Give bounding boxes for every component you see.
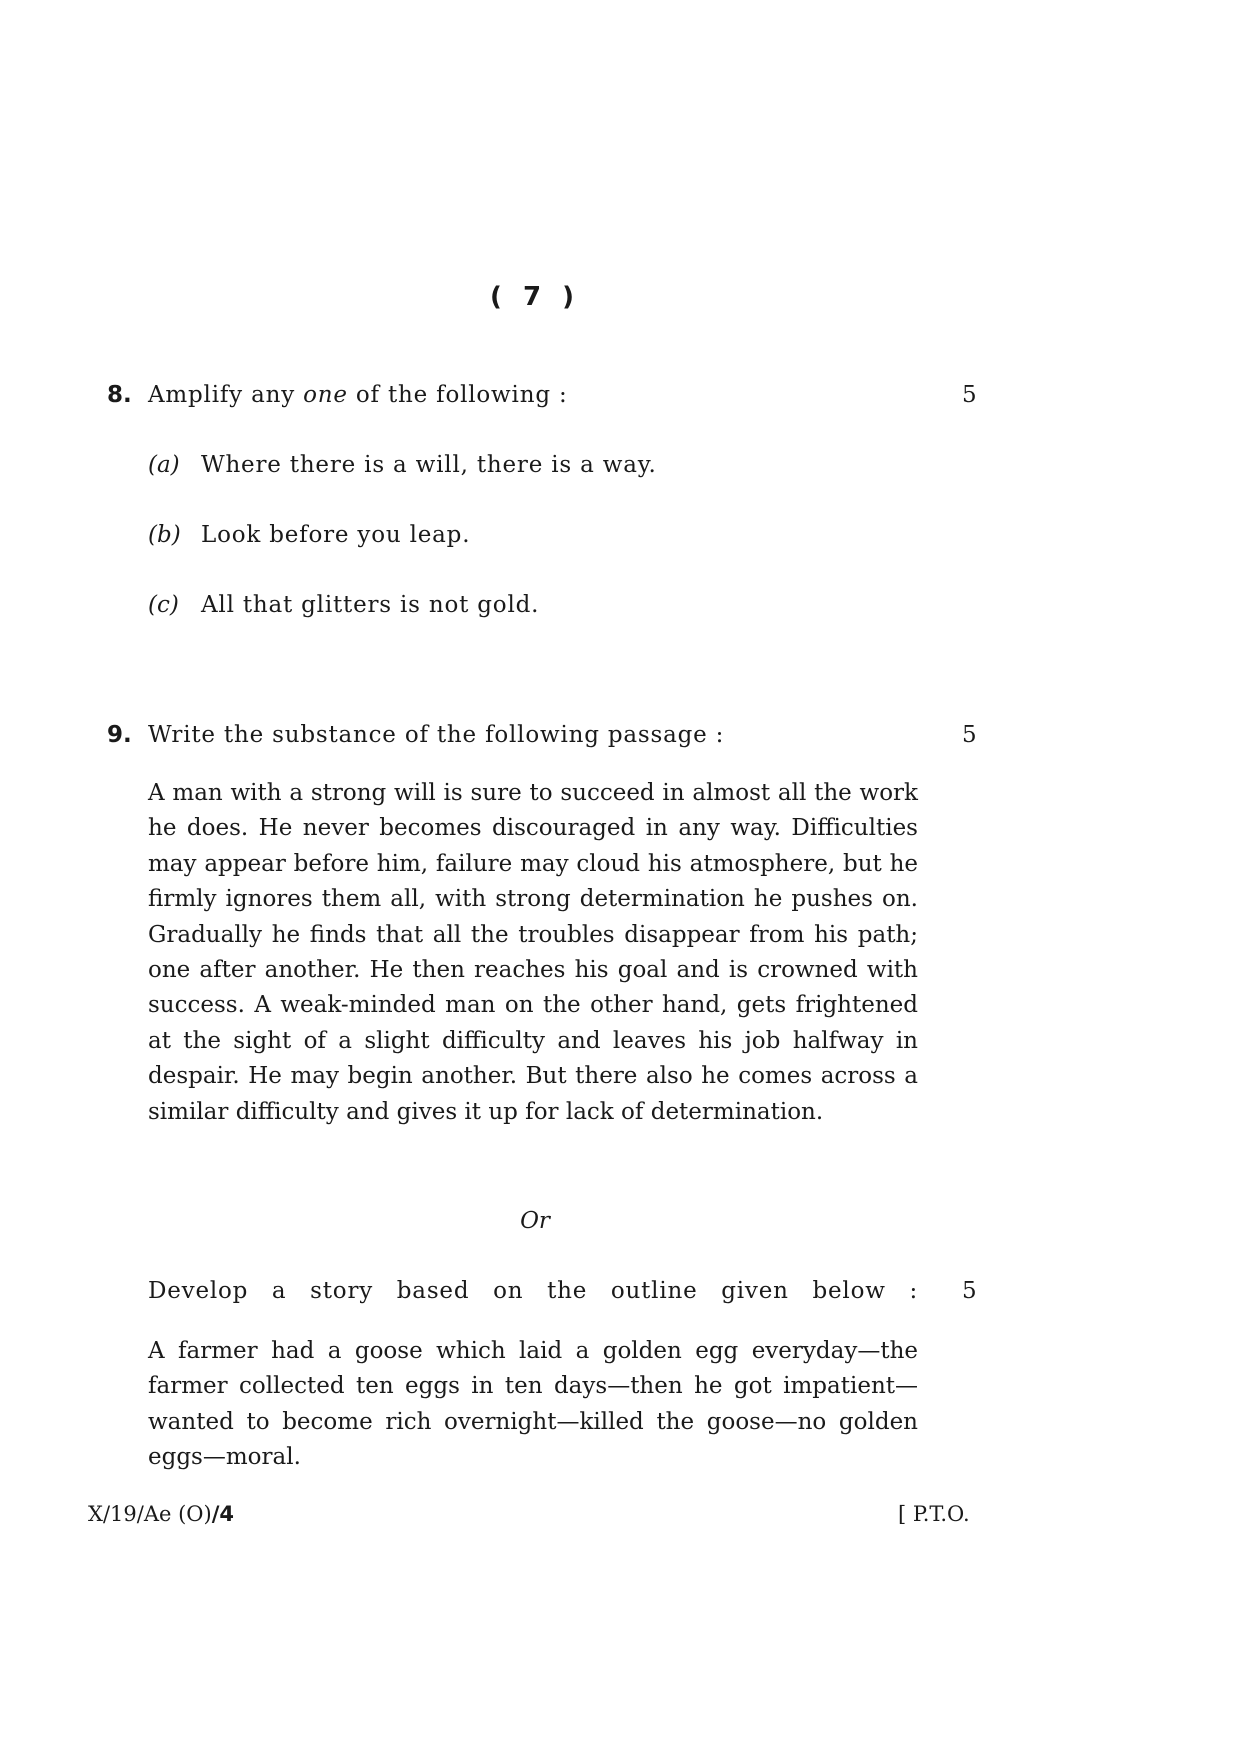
q8-prompt-end: of the following :	[347, 382, 568, 408]
story-marks: 5	[962, 1278, 977, 1304]
story-outline: A farmer had a goose which laid a golden egg everyday—the farmer collected ten eggs in ten days—then he got impatient—wanted to become rich overnight—killed the goose—no golden eggs—moral.	[148, 1338, 918, 1471]
q8-prompt-emphasis: one	[303, 382, 348, 408]
option-a-text: Where there is a will, there is a way.	[201, 452, 657, 478]
passage-text: A man with a strong will is sure to succeed in almost all the work he does. He never becomes discouraged in any way. Difficulties may appear before him, failure may cloud his atmosphere, but he firmly ignores them all, with strong determination he pushes on. Gradually he finds that all the troubles disappear from his path; one after another. He then reaches his goal and is crowned with success. A weak-minded man on the other hand, gets frightened at the sight of a slight difficulty and leaves his job halfway in despair. He may begin another. But there also he comes across a similar difficulty and gives it up for lack of determination.	[148, 780, 918, 1125]
question-9-prompt: Write the substance of the following passage :	[148, 722, 725, 748]
option-b-text: Look before you leap.	[201, 522, 471, 548]
page-number: ( 7 )	[490, 282, 580, 312]
q8-prompt-start: Amplify any	[148, 382, 304, 408]
question-9-number: 9.	[107, 722, 132, 748]
pto-label: [ P.T.O.	[898, 1502, 970, 1526]
question-8-number: 8.	[107, 382, 132, 408]
story-prompt: Develop a story based on the outline given below :	[148, 1278, 918, 1304]
paper-code	[88, 1502, 234, 1526]
option-c-text: All that glitters is not gold.	[201, 592, 540, 618]
question-8-marks: 5	[962, 382, 977, 408]
option-a-label: (a)	[148, 452, 180, 478]
question-8-prompt	[148, 382, 568, 408]
paper-code-main: X/19/Ae (O)	[88, 1502, 212, 1526]
or-separator: Or	[520, 1208, 550, 1234]
option-b-label: (b)	[148, 522, 181, 548]
question-9-marks: 5	[962, 722, 977, 748]
paper-code-suffix: /4	[211, 1502, 234, 1526]
option-c-label: (c)	[148, 592, 179, 618]
